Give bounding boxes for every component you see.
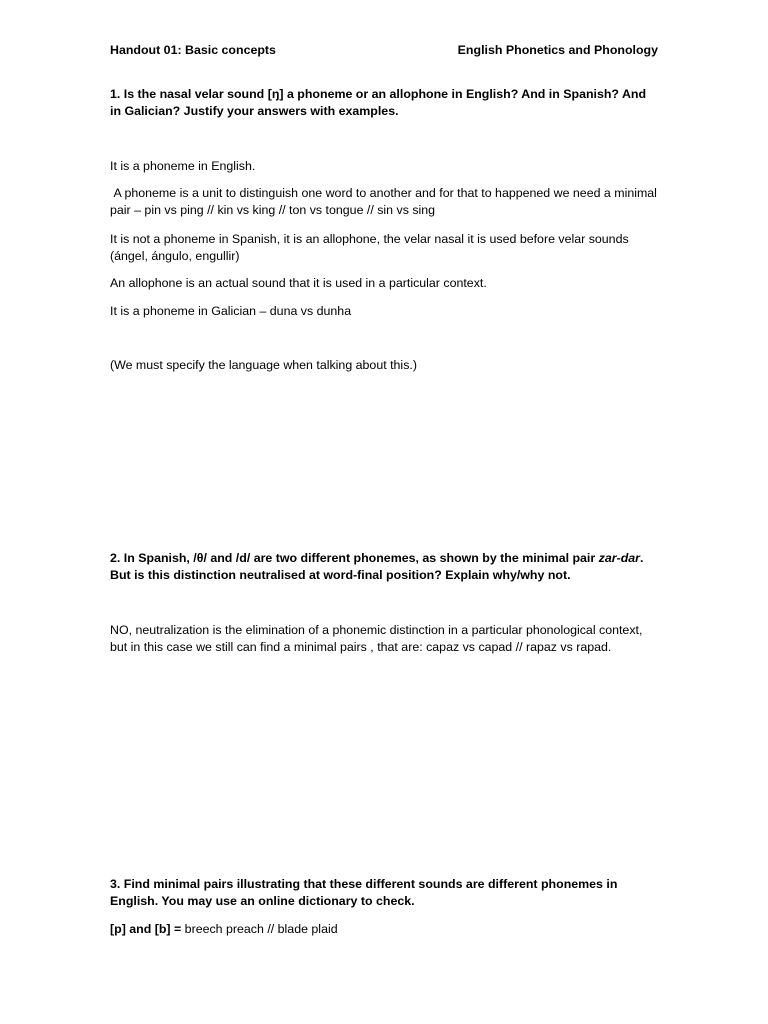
q3-pair-answer: breech preach // blade plaid bbox=[181, 922, 338, 936]
q1-answer-3: It is not a phoneme in Spanish, it is an allophone, the velar nasal it is used before velar sounds (ángel, ángulo, engullir) bbox=[110, 232, 629, 263]
course-title: English Phonetics and Phonology bbox=[457, 43, 658, 57]
handout-title: Handout 01: Basic concepts bbox=[110, 43, 276, 57]
q1-note: (We must specify the language when talking about this.) bbox=[110, 358, 417, 372]
q3-pair-row bbox=[110, 921, 660, 938]
q1-answer-5: It is a phoneme in Galician – duna vs dunha bbox=[110, 304, 352, 318]
q2-answer: NO, neutralization is the elimination of a phonemic distinction in a particular phonological context, but in this case we still can find a minimal pairs , that are: capaz vs capad // rapaz vs rapad. bbox=[110, 623, 643, 654]
q1-answer-4: An allophone is an actual sound that it is used in a particular context. bbox=[110, 276, 487, 290]
q1-answer-2: A phoneme is a unit to distinguish one word to another and for that to happened we need a minimal pair – pin vs ping // kin vs king // ton vs tongue // sin vs sing bbox=[110, 186, 661, 217]
q1-answer-1: It is a phoneme in English. bbox=[110, 159, 256, 173]
question-2-example: zar-dar bbox=[598, 551, 640, 565]
question-2-part-2: . But is this distinction neutralised at word-final position? Explain why/why not. bbox=[110, 551, 644, 582]
question-2 bbox=[110, 550, 660, 584]
question-3: 3. Find minimal pairs illustrating that these different sounds are different phonemes in English. You may use an online dictionary to check. bbox=[110, 877, 618, 908]
question-2-part-1: 2. In Spanish, /θ/ and /d/ are two different phonemes, as shown by the minimal pair bbox=[110, 551, 599, 565]
q3-pair-label: [p] and [b] = bbox=[110, 922, 182, 936]
question-1: 1. Is the nasal velar sound [ŋ] a phoneme or an allophone in English? And in Spanish? And in Galician? Justify your answers with examples. bbox=[110, 87, 647, 118]
